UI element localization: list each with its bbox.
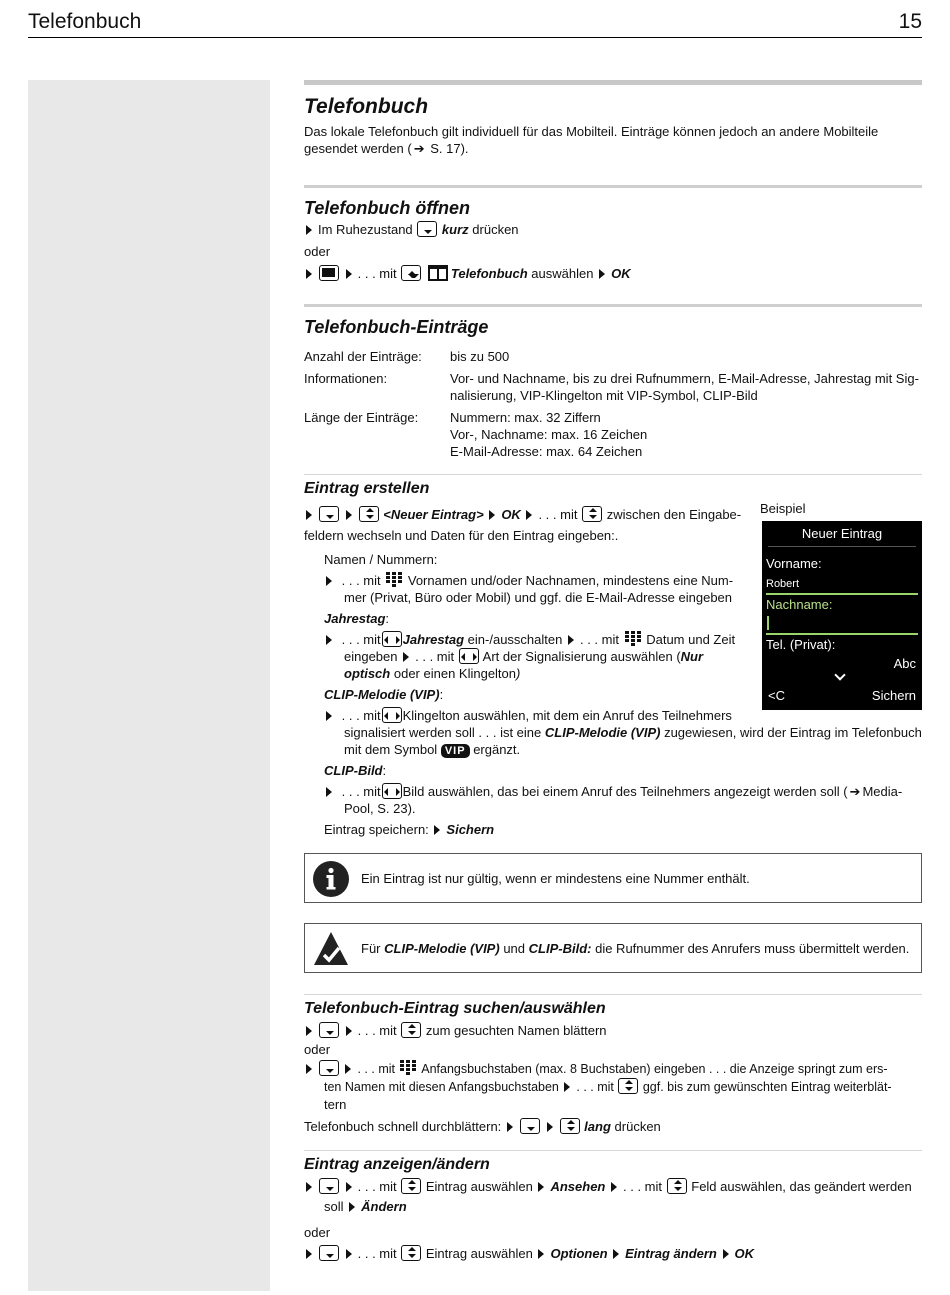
step-line: Pool, S. 23). — [344, 801, 416, 816]
sidebar — [28, 80, 270, 1291]
step-arrow-icon — [611, 1182, 617, 1192]
step-text: Bild auswählen, das bei einem Anruf des Teilnehmers angezeigt werden soll ( — [402, 784, 848, 799]
page-header — [28, 10, 922, 38]
step-emph: Ändern — [361, 1199, 407, 1214]
phone-field-value: Robert — [766, 578, 800, 590]
step-line: mer (Privat, Büro oder Mobil) und ggf. die E-Mail-Adresse eingeben — [344, 590, 733, 605]
step-text: . . . mit — [357, 1023, 397, 1038]
step-arrow-icon — [613, 1249, 619, 1259]
intro-line2 — [304, 140, 922, 157]
step-text: . . . mit — [341, 632, 381, 647]
note-text — [361, 940, 909, 957]
step-line — [304, 1198, 922, 1215]
step-line — [304, 1078, 922, 1096]
key-leftright-icon — [382, 783, 402, 799]
or-text: oder — [304, 1042, 331, 1057]
step-line — [324, 821, 922, 838]
table-row — [304, 370, 922, 404]
step-line — [324, 783, 922, 800]
step-arrow-icon — [326, 635, 332, 645]
example-label: Beispiel — [760, 501, 806, 516]
note-text-part: und — [503, 941, 526, 956]
step-arrow-icon — [306, 269, 312, 279]
step-line — [324, 741, 922, 758]
key-down-icon — [417, 221, 437, 237]
row-value — [450, 409, 922, 460]
step-emph: Sichern — [446, 822, 495, 837]
section-suchen — [304, 994, 922, 1135]
keypad-icon — [625, 631, 641, 647]
key-updown-icon — [401, 1245, 421, 1261]
step-arrow-icon — [538, 1249, 544, 1259]
arrow-right-icon: ➔ — [413, 141, 425, 156]
step-emph: optisch — [344, 666, 391, 681]
phonebook-icon — [428, 265, 448, 281]
step-arrow-icon — [346, 510, 352, 520]
step-emph: Optionen — [550, 1246, 608, 1261]
step-emph: kurz — [441, 222, 469, 237]
row-value-line: Nummern: max. 32 Ziffern — [450, 410, 601, 425]
step-text: Media- — [862, 784, 903, 799]
step-line — [304, 1022, 922, 1039]
sub-heading: Jahrestag: — [324, 611, 390, 626]
sub-heading-label: CLIP-Bild — [324, 763, 383, 778]
section-rule — [304, 994, 922, 995]
entries-table — [304, 348, 922, 460]
row-key: Länge der Einträge: — [304, 410, 419, 425]
key-down-icon — [319, 1245, 339, 1261]
note-text-part: die Rufnummer des Anrufers muss übermittelt werden. — [595, 941, 910, 956]
intro-text: gesendet werden ( — [304, 141, 412, 156]
step-line: tern — [324, 1097, 347, 1112]
key-updown-icon — [359, 506, 379, 522]
phone-field-underline — [766, 633, 918, 635]
step-text: mit dem Symbol — [344, 742, 438, 757]
step-text: ggf. bis zum gewünschten Eintrag weiterblät- — [642, 1080, 892, 1094]
row-value — [450, 370, 922, 404]
sub-heading: Namen / Nummern: — [324, 552, 438, 567]
note-text-part: Für — [361, 941, 381, 956]
content — [304, 80, 922, 460]
step-line — [304, 265, 922, 282]
row-value-line: E-Mail-Adresse: max. 64 Zeichen — [450, 444, 643, 459]
step-text: . . . mit — [357, 266, 397, 281]
step-arrow-icon — [306, 1064, 312, 1074]
row-value-line: nalisierung, VIP-Klingelton mit VIP-Symbol, CLIP-Bild — [450, 388, 758, 403]
step-text: . . . mit — [341, 784, 381, 799]
row-value-line: Vor-, Nachname: max. 16 Zeichen — [450, 427, 648, 442]
phone-input-mode: Abc — [893, 656, 916, 671]
chevron-down-icon — [834, 669, 845, 680]
sub-heading: CLIP-Bild: — [324, 763, 387, 778]
step-arrow-icon — [489, 510, 495, 520]
step-text: eingeben — [344, 649, 398, 664]
step-arrow-icon — [306, 225, 312, 235]
section-rule — [304, 474, 922, 475]
row-key: Anzahl der Einträge: — [304, 349, 422, 364]
step-text: Eintrag auswählen — [425, 1246, 533, 1261]
warning-check-icon — [313, 931, 349, 967]
section-rule — [304, 80, 922, 85]
section-rule — [304, 1150, 922, 1151]
step-emph: Ansehen — [550, 1179, 606, 1194]
step-arrow-icon — [723, 1249, 729, 1259]
step-arrow-icon — [526, 510, 532, 520]
step-arrow-icon — [434, 825, 440, 835]
step-arrow-icon — [346, 1026, 352, 1036]
key-leftright-icon — [382, 631, 402, 647]
step-arrow-icon — [326, 576, 332, 586]
step-arrow-icon — [349, 1202, 355, 1212]
step-line — [304, 1118, 922, 1135]
step-arrow-icon — [599, 269, 605, 279]
step-text: Feld auswählen, das geändert werden — [691, 1179, 912, 1194]
key-down-icon — [319, 506, 339, 522]
step-text: . . . mit — [357, 1246, 397, 1261]
phone-field-label: Tel. (Privat): — [766, 637, 836, 652]
step-emph: Nur — [680, 649, 704, 664]
key-leftright-icon — [382, 707, 402, 723]
step-line: optisch oder einen Klingelton) — [344, 666, 521, 681]
step-text: Art der Signalisierung auswählen ( — [482, 649, 681, 664]
row-value-line: bis zu 500 — [450, 349, 510, 364]
key-updown-icon — [401, 1022, 421, 1038]
step-arrow-icon — [346, 1182, 352, 1192]
step-arrow-icon — [346, 269, 352, 279]
step-text: Anfangsbuchstaben (max. 8 Buchstaben) eingeben . . . die Anzeige springt zum ers- — [421, 1062, 888, 1076]
section-title: Telefonbuch — [304, 95, 429, 118]
step-arrow-icon — [346, 1249, 352, 1259]
step-arrow-icon — [345, 1064, 351, 1074]
step-arrow-icon — [564, 1082, 570, 1092]
step-text: drücken — [472, 222, 519, 237]
info-note — [304, 853, 922, 903]
step-arrow-icon — [538, 1182, 544, 1192]
sub-heading: CLIP-Melodie (VIP): — [324, 687, 444, 702]
step-text: . . . mit — [357, 1062, 395, 1076]
step-line — [324, 572, 744, 589]
phone-softkey-right: Sichern — [871, 688, 916, 703]
phone-softkey-left: <C — [768, 688, 785, 703]
sub-heading-label: CLIP-Melodie (VIP) — [324, 687, 440, 702]
step-emph: lang — [584, 1119, 611, 1134]
step-arrow-icon — [326, 787, 332, 797]
step-line — [304, 506, 754, 523]
section-title: Telefonbuch öffnen — [304, 198, 470, 218]
step-text: auswählen — [531, 266, 594, 281]
step-line — [304, 221, 922, 238]
step-text: Im Ruhezustand — [318, 222, 413, 237]
step-text: . . . mit — [341, 708, 381, 723]
step-text: Klingelton auswählen, mit dem ein Anruf des Teilnehmers — [402, 708, 732, 723]
row-value-line: Vor- und Nachname, bis zu drei Rufnummern, E-Mail-Adresse, Jahrestag mit Sig- — [450, 371, 919, 386]
step-text: ergänzt. — [473, 742, 521, 757]
key-updown-icon — [582, 506, 602, 522]
section-title: Eintrag anzeigen/ändern — [304, 1156, 490, 1173]
phone-screen-example — [762, 521, 922, 710]
key-down-icon — [319, 1178, 339, 1194]
step-line — [304, 1178, 922, 1195]
step-emph: Eintrag ändern — [625, 1246, 717, 1261]
step-text: drücken — [614, 1119, 661, 1134]
or-text: oder — [304, 244, 331, 259]
sub-heading-label: Jahrestag — [324, 611, 386, 626]
section-title: Telefonbuch-Eintrag suchen/auswählen — [304, 1000, 606, 1017]
step-emph: OK — [611, 266, 631, 281]
arrow-right-icon: ➔ — [849, 784, 861, 799]
phone-field-underline — [766, 593, 918, 595]
key-leftright-icon — [459, 648, 479, 664]
step-emph: CLIP-Melodie (VIP) — [544, 725, 661, 740]
nav-key-icon — [401, 265, 421, 281]
section-title: Eintrag erstellen — [304, 480, 430, 497]
key-updown-icon — [618, 1078, 638, 1094]
create-steps — [304, 506, 754, 544]
note-emph: CLIP-Bild: — [528, 941, 592, 956]
step-text: soll — [324, 1199, 344, 1214]
keypad-icon — [400, 1060, 416, 1076]
step-text: . . . mit — [341, 573, 381, 588]
step-text: Telefonbuch schnell durchblättern: — [304, 1119, 502, 1134]
phone-title: Neuer Eintrag — [768, 521, 916, 547]
step-arrow-icon — [326, 711, 332, 721]
page-number: 15 — [898, 10, 922, 33]
step-arrow-icon — [547, 1122, 553, 1132]
key-updown-icon — [667, 1178, 687, 1194]
section-rule — [304, 185, 922, 188]
step-text: ein-/ausschalten — [467, 632, 563, 647]
warning-note — [304, 923, 922, 973]
phone-cursor — [767, 616, 769, 630]
vip-icon: VIP — [441, 744, 470, 758]
step-text: ten Namen mit diesen Anfangsbuchstaben — [324, 1080, 559, 1094]
key-updown-icon — [560, 1118, 580, 1134]
step-text: . . . mit — [357, 1179, 397, 1194]
intro-line1: Das lokale Telefonbuch gilt individuell für das Mobilteil. Einträge können jedoch an andere Mobilteile — [304, 124, 879, 139]
step-emph: OK — [501, 507, 521, 522]
row-value — [450, 348, 922, 365]
step-text: Eintrag auswählen — [425, 1179, 533, 1194]
step-text: . . . mit — [576, 1080, 614, 1094]
step-text: . . . mit — [538, 507, 578, 522]
keypad-icon — [386, 572, 402, 588]
step-text: Vornamen und/oder Nachnamen, mindestens eine Num- — [407, 573, 734, 588]
section-rule — [304, 304, 922, 307]
note-text: Ein Eintrag ist nur gültig, wenn er mindestens eine Nummer enthält. — [361, 871, 750, 886]
step-text: . . . mit — [415, 649, 455, 664]
step-emph: Jahrestag — [402, 632, 465, 647]
step-arrow-icon — [403, 652, 409, 662]
phone-field-label-active: Nachname: — [766, 597, 833, 612]
step-text: zwischen den Eingabe- — [606, 507, 742, 522]
step-emph: <Neuer Eintrag> — [383, 507, 484, 522]
section-anzeigen — [304, 1150, 922, 1262]
step-text: oder einen Klingelton — [393, 666, 517, 681]
step-line — [324, 724, 922, 741]
step-arrow-icon — [306, 1249, 312, 1259]
key-updown-icon — [401, 1178, 421, 1194]
step-line — [304, 1060, 922, 1078]
step-line — [304, 1245, 922, 1262]
section-eintrag-erstellen — [304, 474, 922, 838]
info-icon — [313, 861, 349, 897]
menu-key-icon — [319, 265, 339, 281]
step-line: feldern wechseln und Daten für den Eintrag eingeben:. — [304, 528, 619, 543]
step-arrow-icon — [306, 1026, 312, 1036]
phone-field-label: Vorname: — [766, 556, 822, 571]
table-row — [304, 409, 922, 460]
row-key: Informationen: — [304, 371, 388, 386]
step-emph: OK — [734, 1246, 755, 1261]
step-text: zum gesuchten Namen blättern — [425, 1023, 607, 1038]
step-text: zugewiesen, wird der Eintrag im Telefonbuch — [664, 725, 922, 740]
step-arrow-icon — [507, 1122, 513, 1132]
step-emph: Telefonbuch — [450, 266, 528, 281]
note-emph: CLIP-Melodie (VIP) — [384, 941, 500, 956]
section-title: Telefonbuch-Einträge — [304, 317, 489, 337]
step-text: . . . mit — [623, 1179, 662, 1194]
step-text: . . . mit — [579, 632, 619, 647]
step-text: Eintrag speichern: — [324, 822, 429, 837]
step-arrow-icon — [568, 635, 574, 645]
key-down-icon — [319, 1060, 339, 1076]
step-text: Datum und Zeit — [646, 632, 736, 647]
step-text: signalisiert werden soll . . . ist eine — [344, 725, 542, 740]
step-arrow-icon — [306, 1182, 312, 1192]
key-down-icon — [319, 1022, 339, 1038]
intro-ref: S. 17). — [430, 141, 469, 156]
header-title: Telefonbuch — [28, 10, 142, 33]
step-arrow-icon — [306, 510, 312, 520]
key-down-icon — [520, 1118, 540, 1134]
table-row — [304, 348, 922, 365]
or-text: oder — [304, 1225, 331, 1240]
